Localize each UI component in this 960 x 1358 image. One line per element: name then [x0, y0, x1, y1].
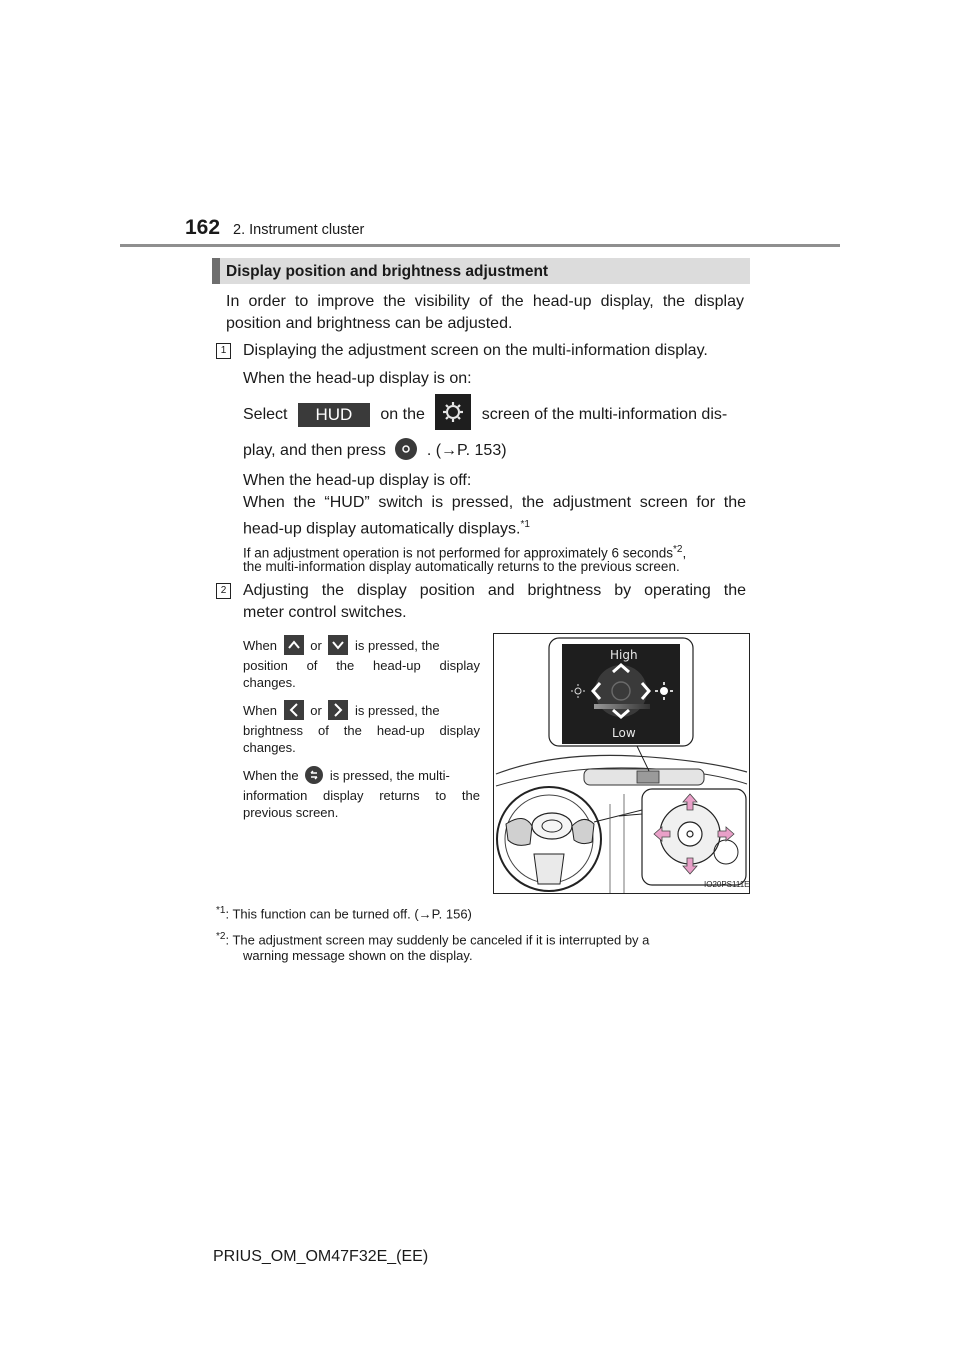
step-1-select-line	[243, 400, 748, 430]
desc-2-rest: is pressed, the	[355, 703, 440, 718]
illustration-code: IO20PS111E	[704, 880, 750, 889]
step-1-off-line-2	[243, 514, 530, 540]
note-comma: ,	[682, 545, 687, 561]
desc-3-rest: is pressed, the multi-	[329, 768, 450, 783]
back-switch-icon	[305, 766, 323, 784]
desc-2-or: or	[310, 703, 322, 718]
step-2-line-2: meter control switches.	[243, 604, 407, 621]
ok-button-icon	[395, 438, 417, 460]
step-1-when-off: When the head-up display is off:	[243, 472, 472, 489]
desc-1-when: When	[243, 638, 277, 653]
up-switch-icon	[284, 635, 304, 655]
step-1-text: Displaying the adjustment screen on the multi-information display.	[243, 342, 708, 359]
footnote-ref-1: *1	[520, 519, 530, 530]
down-switch-icon	[328, 635, 348, 655]
desc-2-line-2: brightness of the head-up display	[243, 723, 480, 738]
document-code: PRIUS_OM_OM47F32E_(EE)	[213, 1248, 429, 1265]
step-2-badge: 2	[216, 583, 231, 599]
intro-line-1: In order to improve the visibility of the head-up display, the display	[226, 293, 744, 310]
desc-3-line-3: previous screen.	[243, 805, 339, 820]
header-divider	[120, 244, 840, 247]
left-switch-icon	[284, 700, 304, 720]
footnote-1-mark: *1	[216, 905, 226, 916]
chapter-title: 2. Instrument cluster	[233, 222, 365, 238]
desc-3-when: When the	[243, 768, 299, 783]
footnote-1	[216, 902, 472, 922]
section-title: Display position and brightness adjustment	[226, 263, 549, 280]
intro-line-2: position and brightness can be adjusted.	[226, 315, 513, 332]
desc-3-line-2: information display returns to the	[243, 788, 480, 803]
desc-3-line-1	[243, 767, 480, 784]
desc-2-when: When	[243, 703, 277, 718]
footnote-ref-2: *2	[672, 544, 683, 555]
footnote-2-mark: *2	[216, 931, 226, 942]
desc-1-line-2: position of the head-up display	[243, 658, 480, 673]
screen-text: screen of the multi-information dis-	[481, 406, 728, 424]
off-line-2-text: head-up display automatically displays.	[243, 520, 521, 538]
hud-low-label: Low	[612, 726, 636, 740]
step-1-press-line	[243, 440, 507, 462]
page-reference: . (→P. 153)	[426, 442, 507, 459]
select-word: Select	[243, 406, 288, 424]
desc-2-line-3: changes.	[243, 740, 296, 755]
page-number: 162	[185, 216, 221, 239]
desc-1-or: or	[310, 638, 322, 653]
dashboard-illustration	[493, 633, 750, 894]
step-1-note-line-2: the multi-information display automatically returns to the previous screen.	[243, 559, 680, 574]
footnote-2-line-1	[216, 928, 746, 948]
hud-high-label: High	[610, 648, 638, 662]
on-the-text: on the	[380, 406, 425, 424]
footnote-2-line-2: warning message shown on the display.	[243, 948, 473, 963]
footnote-2-text: : The adjustment screen may suddenly be canceled if it is interrupted by a	[225, 932, 650, 948]
note-line-1-text: If an adjustment operation is not performed for approximately 6 seconds	[243, 545, 673, 561]
right-switch-icon	[328, 700, 348, 720]
settings-gear-icon	[435, 394, 471, 430]
hud-button: HUD	[298, 403, 370, 427]
desc-1-rest: is pressed, the	[355, 638, 440, 653]
desc-1-line-1	[243, 637, 480, 655]
footnote-1-text: : This function can be turned off. (→P. 156)	[225, 906, 472, 922]
dashboard-drawing	[494, 634, 749, 893]
play-press-text: play, and then press	[243, 442, 386, 459]
step-1-off-line-1: When the “HUD” switch is pressed, the adjustment screen for the	[243, 494, 746, 511]
step-2-line-1: Adjusting the display position and brightness by operating the	[243, 582, 746, 599]
step-1-when-on: When the head-up display is on:	[243, 370, 472, 387]
desc-2-line-1	[243, 702, 480, 720]
step-1-badge: 1	[216, 343, 231, 359]
desc-1-line-3: changes.	[243, 675, 296, 690]
